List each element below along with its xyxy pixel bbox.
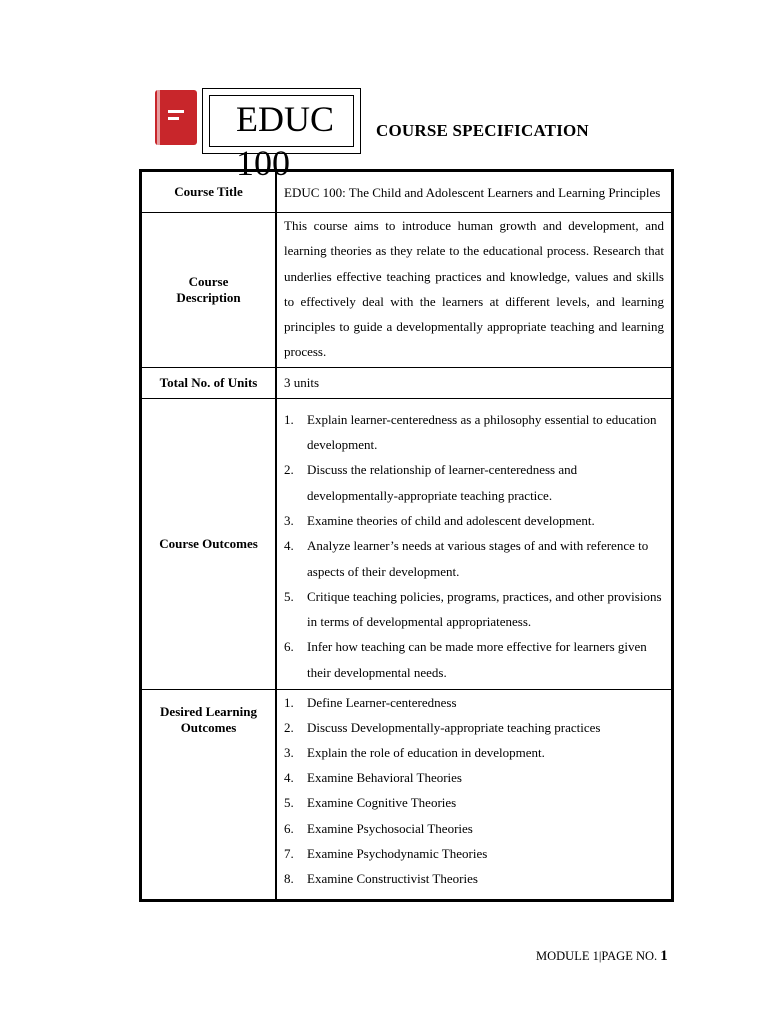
list-item-text: Discuss the relationship of learner-centeredness and developmentally-appropriate teaching practice. <box>307 462 578 503</box>
desired-learning-outcomes-label-text: Desired Learning Outcomes <box>160 704 257 736</box>
list-item: 8. Examine Constructivist Theories <box>284 870 478 886</box>
course-description-label-text: Course Description <box>176 273 241 305</box>
list-item: 6. Infer how teaching can be made more effective for learners given their developmental needs. <box>284 639 647 680</box>
list-item: 4. Examine Behavioral Theories <box>284 770 462 786</box>
course-spec-table <box>139 169 674 902</box>
list-item: 1. Define Learner-centeredness <box>284 695 457 711</box>
row-course-outcomes <box>141 398 673 689</box>
list-item-text: Explain learner-centeredness as a philosophy essential to education development. <box>307 411 657 453</box>
list-item: 1. Explain learner-centeredness as a philosophy essential to education development. <box>284 411 657 453</box>
list-item: 7. Examine Psychodynamic Theories <box>284 845 488 861</box>
total-units-value: 3 units <box>276 367 673 398</box>
total-units-label: Total No. of Units <box>141 367 277 398</box>
course-outcomes-list <box>284 407 664 685</box>
list-item-text: Explain the role of education in development. <box>307 745 545 761</box>
row-desired-learning-outcomes <box>141 690 673 901</box>
list-item: 4. Analyze learner’s needs at various stages of and with reference to aspects of their development. <box>284 538 649 579</box>
row-course-description <box>141 213 673 368</box>
list-item: 5. Critique teaching policies, programs, practices, and other provisions in terms of developmental appropriateness. <box>284 588 662 630</box>
list-item-text: Examine Behavioral Theories <box>307 770 462 786</box>
list-item: 2. Discuss the relationship of learner-centeredness and developmentally-appropriate teaching practice. <box>284 462 578 503</box>
list-item-text: Analyze learner’s needs at various stages of and with reference to aspects of their development. <box>307 538 649 579</box>
list-item: 5. Examine Cognitive Theories <box>284 795 457 811</box>
list-item-text: Examine theories of child and adolescent development. <box>307 512 595 528</box>
list-item-text: Examine Constructivist Theories <box>307 870 478 886</box>
course-title-label: Course Title <box>141 171 277 213</box>
list-item-text: Discuss Developmentally-appropriate teaching practices <box>307 720 601 736</box>
course-description-label <box>141 213 277 368</box>
app-icon-bar <box>168 110 184 113</box>
app-icon-bar <box>168 117 179 120</box>
list-item: 3. Examine theories of child and adolescent development. <box>284 512 595 528</box>
page-footer <box>536 948 668 965</box>
course-code-logo: EDUC 100 <box>236 99 334 183</box>
list-item-text: Examine Psychosocial Theories <box>307 820 473 836</box>
list-item-text: Critique teaching policies, programs, practices, and other provisions in terms of developmental appropriateness. <box>307 588 662 630</box>
list-item: 3. Explain the role of education in development. <box>284 745 545 761</box>
row-total-units <box>141 367 673 398</box>
desired-learning-outcomes-label <box>141 690 277 901</box>
course-outcomes-label: Course Outcomes <box>141 398 277 689</box>
list-item: 6. Examine Psychosocial Theories <box>284 820 473 836</box>
desired-learning-outcomes-value <box>276 690 673 901</box>
desired-learning-outcomes-list <box>284 690 664 891</box>
list-item-text: Examine Psychodynamic Theories <box>307 845 488 861</box>
footer-page-number: 1 <box>660 948 668 964</box>
row-course-title <box>141 171 673 213</box>
list-item-text: Define Learner-centeredness <box>307 695 457 711</box>
footer-module-label: MODULE 1|PAGE NO. <box>536 949 658 963</box>
course-description-value: This course aims to introduce human growth and development, and learning theories as they relate to the educational process. Research that underlies effective teaching practices and knowledge, values and skills to effectively deal with the learners at different levels, and learning principles to guide a developmentally appropriate teaching and learning process. <box>276 213 673 368</box>
course-title-value: EDUC 100: The Child and Adolescent Learners and Learning Principles <box>276 171 673 213</box>
course-outcomes-value <box>276 398 673 689</box>
document-app-icon <box>155 90 197 145</box>
page-title: COURSE SPECIFICATION <box>376 121 589 140</box>
list-item-text: Examine Cognitive Theories <box>307 795 457 811</box>
list-item: 2. Discuss Developmentally-appropriate teaching practices <box>284 720 601 736</box>
list-item-text: Infer how teaching can be made more effective for learners given their developmental needs. <box>307 639 647 680</box>
